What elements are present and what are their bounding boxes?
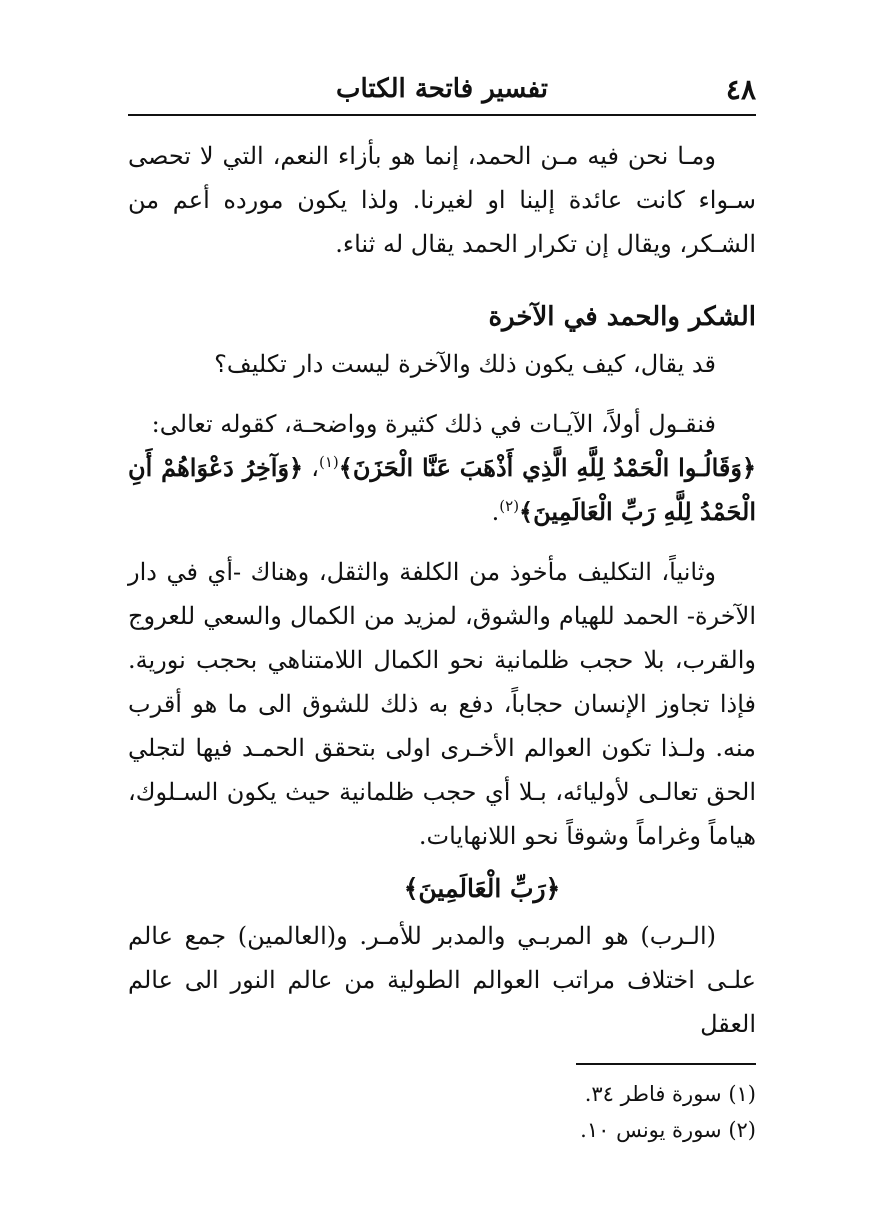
footnote-divider — [576, 1063, 756, 1065]
footnote-1: (١) سورة فاطر ٣٤. — [584, 1082, 756, 1106]
page-number: ٤٨ — [725, 73, 756, 106]
paragraph-5: (الـرب) هو المربـي والمدبر للأمـر. و(العالمين) جمع عالم علـى اختلاف مراتب العوالم الطولية من عالم النور الى عالم العقل — [128, 922, 756, 1038]
page-header — [128, 58, 756, 116]
paragraph-3-end: . — [491, 498, 500, 526]
verse-separator: ، — [303, 454, 319, 482]
verse-heading-lord-of-worlds: ﴿رَبِّ الْعَالَمِينَ﴾ — [403, 874, 561, 903]
footnote-2: (٢) سورة يونس ١٠. — [580, 1118, 756, 1142]
paragraph-4: وثانياً، التكليف مأخوذ من الكلفة والثقل، وهناك -أي في دار الآخرة- الحمد للهيام والشوق، لمزيد من الكمال والسعي للعروج والقرب، بلا حجب ظلمانية نحو الكمال اللامتناهي بحجب نورية. فإذا تجاوز الإنسان حجاباً، دفع به ذلك للشوق الى ما هو أقرب منه. ولـذا تكون العوالم الأخـرى اولى بتحقق الحمـد فيها لتجلي الحق تعالـى لأوليائه، بـلا أي حجب ظلمانية حيث يكون السـلوك، هياماً وغراماً وشوقاً نحو اللانهايات. — [128, 558, 756, 850]
footnote-ref-2[interactable]: (٢) — [499, 497, 520, 515]
section-heading-thanks-in-hereafter: الشكر والحمد في الآخرة — [488, 302, 756, 332]
footnotes — [128, 1076, 756, 1148]
paragraph-3-intro: فنقـول أولاً، الآيـات في ذلك كثيرة وواضحـة، كقوله تعالى: — [151, 410, 716, 438]
quran-verse-1: ﴿وَقَالُـوا الْحَمْدُ لِلَّهِ الَّذِي أَذْهَبَ عَنَّا الْحَزَنَ﴾ — [338, 453, 757, 482]
paragraph-3 — [128, 402, 756, 534]
paragraph-1: ومـا نحن فيه مـن الحمد، إنما هو بأزاء النعم، التي لا تحصى سـواء كانت عائدة إلينا او لغيرنا. ولذا يكون مورده أعم من الشـكر، ويقال إن تكرار الحمد يقال له ثناء. — [128, 142, 756, 258]
footnote-ref-1[interactable]: (١) — [318, 453, 339, 471]
page-body — [128, 134, 756, 1046]
running-title: تفسير فاتحة الكتاب — [336, 74, 548, 104]
quran-verse-2: ﴿وَآخِرُ دَعْوَاهُمْ أَنِ الْحَمْدُ لِلَّهِ رَبِّ الْعَالَمِينَ﴾ — [128, 453, 756, 526]
paragraph-2: قد يقال، كيف يكون ذلك والآخرة ليست دار تكليف؟ — [214, 350, 716, 378]
book-page — [128, 58, 756, 1168]
